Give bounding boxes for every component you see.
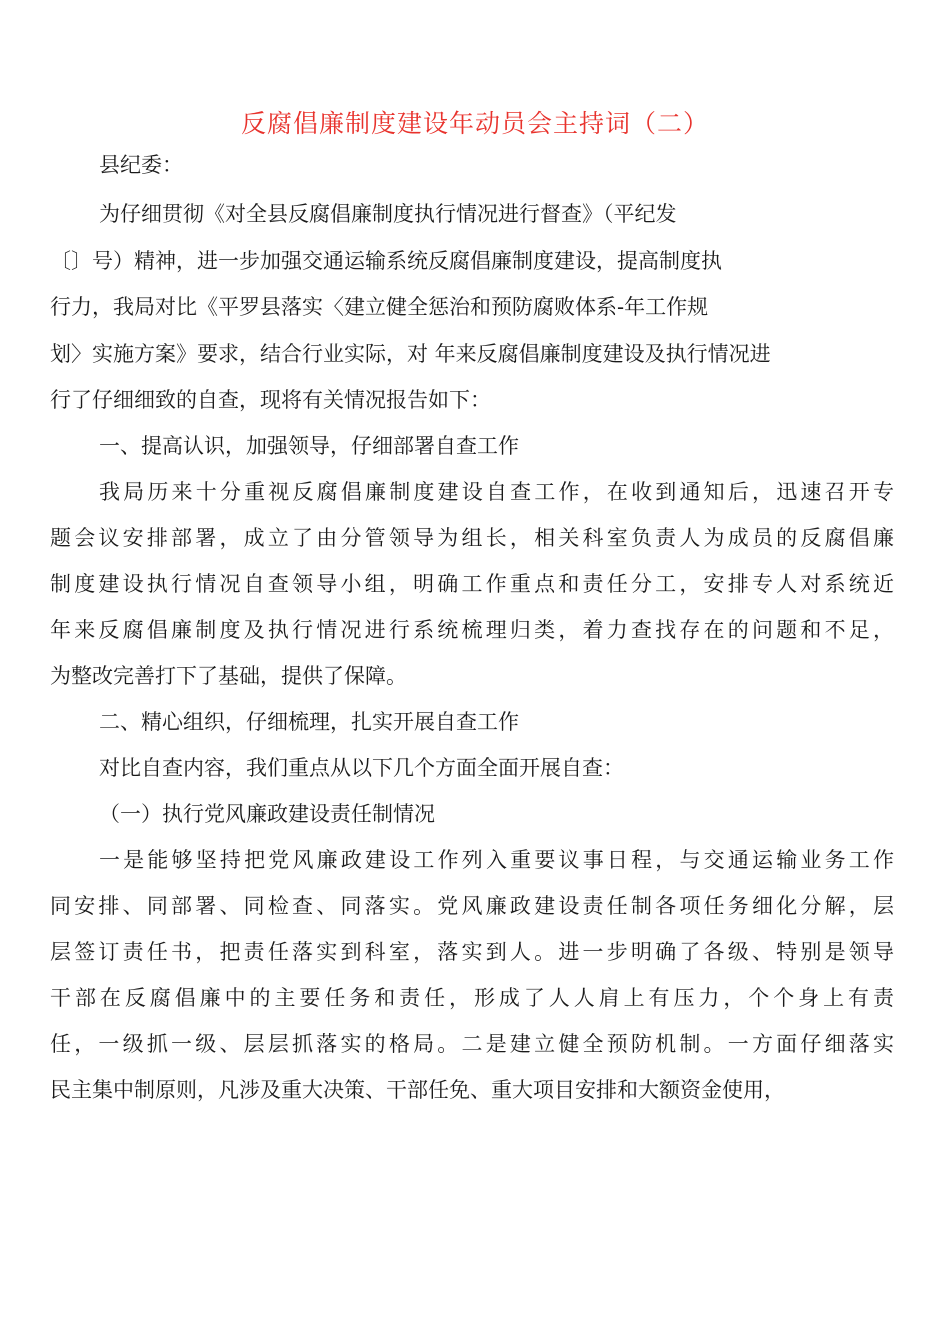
section-heading: 一、提高认识，加强领导，仔细部署自查工作 [99,434,519,458]
body-line: 民主集中制原则，凡涉及重大决策、干部任免、重大项目安排和大额资金使用， [50,1078,785,1102]
body-line: 行力，我局对比《平罗县落实〈建立健全惩治和预防腐败体系-年工作规 [50,295,709,319]
body-line: 一是能够坚持把党风廉政建设工作列入重要议事日程，与交通运输业务工作 [99,848,894,872]
body-line: 划〉实施方案》要求，结合行业实际，对 年来反腐倡廉制度建设及执行情况进 [50,342,771,366]
body-line: 为仔细贯彻《对全县反腐倡廉制度执行情况进行督查》（平纪发 [99,202,677,226]
body-line: 制度建设执行情况自查领导小组，明确工作重点和责任分工，安排专人对系统近 [50,572,894,596]
body-line: 我局历来十分重视反腐倡廉制度建设自查工作，在收到通知后，迅速召开专 [99,480,894,504]
body-line: 题会议安排部署，成立了由分管领导为组长，相关科室负责人为成员的反腐倡廉 [50,526,894,550]
subsection-heading: （一）执行党风廉政建设责任制情况 [99,802,435,826]
body-line: 干部在反腐倡廉中的主要任务和责任，形成了人人肩上有压力，个个身上有责 [50,986,894,1010]
body-line: 同安排、同部署、同检查、同落实。党风廉政建设责任制各项任务细化分解，层 [50,894,894,918]
body-line: 层签订责任书，把责任落实到科室，落实到人。进一步明确了各级、特别是领导 [50,940,894,964]
body-line: 年来反腐倡廉制度及执行情况进行系统梳理归类，着力查找存在的问题和不足， [50,618,894,642]
document-title: 反腐倡廉制度建设年动员会主持词（二） [240,109,709,138]
body-line: 〔〕号）精神，进一步加强交通运输系统反腐倡廉制度建设，提高制度执 [50,249,722,273]
body-line: 行了仔细细致的自查，现将有关情况报告如下： [50,388,491,412]
body-line: 为整改完善打下了基础，提供了保障。 [50,664,407,688]
body-line: 对比自查内容，我们重点从以下几个方面全面开展自查： [99,756,624,780]
salutation-line: 县纪委： [99,153,183,177]
body-line: 任，一级抓一级、层层抓落实的格局。二是建立健全预防机制。一方面仔细落实 [50,1032,894,1056]
section-heading: 二、精心组织，仔细梳理，扎实开展自查工作 [99,710,519,734]
